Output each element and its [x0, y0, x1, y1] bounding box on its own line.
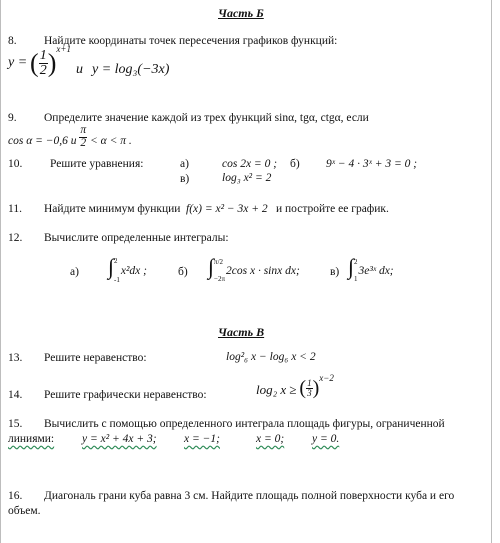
q12-a-lower: -1: [114, 276, 120, 285]
q8-y-eq: y =: [8, 55, 28, 71]
q10-a-label: а): [180, 158, 189, 170]
q12-c-integral: [348, 256, 394, 283]
q15-line-2: x = −1;: [184, 433, 220, 445]
q9-cond-right: < α < π .: [90, 134, 132, 147]
page-border-left: [0, 0, 1, 543]
q12-c-lower: 1: [354, 275, 358, 284]
q8-second-function: y = log₃(−3x): [92, 62, 170, 77]
q14-paren-right: ): [312, 377, 320, 399]
q12-b-limits: [214, 259, 225, 283]
part-b-header: Часть Б: [218, 6, 264, 20]
q8-and: и: [76, 62, 83, 77]
q10-number: 10.: [8, 158, 23, 170]
q14-exponent: x−2: [319, 372, 334, 383]
q15-lines-label: [8, 433, 54, 445]
q12-c-limits: [354, 259, 358, 283]
q13-number: 13.: [8, 352, 23, 364]
page-border-right: [491, 0, 492, 543]
q10-c-label: в): [180, 173, 190, 185]
q14-number: 14.: [8, 389, 23, 401]
q12-a-upper: 2: [114, 257, 118, 266]
q12-c-upper: 2: [354, 258, 358, 267]
q12-number: 12.: [8, 232, 23, 244]
q10-c-equation: log₃ x² = 2: [222, 172, 272, 184]
q8-fraction: [39, 49, 48, 78]
q9-text: Определите значение каждой из трех функций sinα, tgα, ctgα, если: [44, 112, 369, 124]
q8-number: 8.: [8, 35, 17, 47]
q10-b-label: б): [290, 158, 300, 170]
q15-line-3: x = 0;: [256, 433, 285, 445]
q15-number: 15.: [8, 418, 23, 430]
q12-a-integrand: x²dx ;: [120, 265, 147, 277]
q12-a-limits: [114, 258, 120, 284]
q8-text: Найдите координаты точек пересечения графиков функций:: [44, 35, 338, 47]
q16-text: Диагональ грани куба равна 3 см. Найдите площадь полной поверхности куба и его: [44, 490, 455, 502]
q15-line-1: y = x² + 4x + 3;: [82, 433, 157, 445]
q11-number: 11.: [8, 203, 22, 215]
q9-frac-den: 2: [80, 136, 87, 149]
q10-a-equation: cos 2x = 0 ;: [222, 158, 278, 170]
q14-frac-den: 3: [307, 387, 312, 398]
q12-c-label: в): [330, 266, 340, 278]
q14-text: Решите графически неравенство:: [44, 389, 207, 401]
q14-paren-left: (: [299, 377, 307, 399]
q8-paren-right: ): [47, 48, 57, 78]
q11-text-before: Найдите минимум функции: [44, 203, 181, 215]
q10-text: Решите уравнения:: [50, 158, 144, 170]
q15-text: Вычислить с помощью определенного интеграла площадь фигуры, ограниченной: [44, 418, 445, 430]
q8-frac-num: 1: [39, 48, 47, 63]
q12-b-upper: π/2: [214, 258, 224, 267]
q14-ineq-left: log₂ x ≥: [256, 381, 297, 397]
q10-b-equation: 9ˣ − 4 · 3ˣ + 3 = 0 ;: [326, 158, 418, 170]
part-v-header: Часть В: [218, 325, 265, 339]
q12-c-integral-sign: ∫: [348, 254, 355, 279]
q12-a-label: а): [70, 266, 79, 278]
q8-frac-den: 2: [39, 63, 47, 78]
q12-b-integral: [208, 256, 300, 283]
q15-line-4: y = 0.: [312, 433, 340, 445]
q8-formula: [8, 44, 71, 78]
q9-cond-left: cos α = −0,6: [8, 134, 68, 147]
q8-exponent: x+1: [56, 44, 71, 55]
q12-a-integral-sign: ∫: [108, 254, 115, 279]
q14-inequality: [256, 372, 334, 399]
q9-and: и: [70, 134, 77, 147]
q16-number: 16.: [8, 490, 23, 502]
q12-text: Вычислите определенные интегралы:: [44, 232, 229, 244]
q12-b-integrand: 2cos x · sinx dx;: [226, 265, 300, 277]
q14-frac-num: 1: [307, 377, 312, 388]
q9-number: 9.: [8, 112, 17, 124]
q11-function: f(x) = x² − 3x + 2: [186, 203, 268, 215]
q12-b-integral-sign: ∫: [208, 254, 215, 279]
q12-a-integral: [108, 256, 147, 284]
q12-b-label: б): [178, 266, 188, 278]
q9-frac-num: π: [80, 124, 87, 136]
q8-paren-left: (: [30, 48, 39, 78]
q15-lines: [54, 433, 360, 447]
q11-text-after: и постройте ее график.: [276, 203, 389, 215]
q13-text: Решите неравенство:: [44, 352, 147, 364]
q9-condition: [8, 125, 132, 149]
q12-c-integrand: 3e³ˣ dx;: [358, 265, 394, 277]
q12-b-lower: −2π: [214, 275, 226, 284]
q9-fraction: [79, 125, 87, 149]
q15-lines-label-text: линиями:: [8, 433, 55, 445]
q16-text-2: объем.: [8, 505, 41, 517]
q13-inequality: log²₆ x − log₆ x < 2: [226, 351, 316, 363]
